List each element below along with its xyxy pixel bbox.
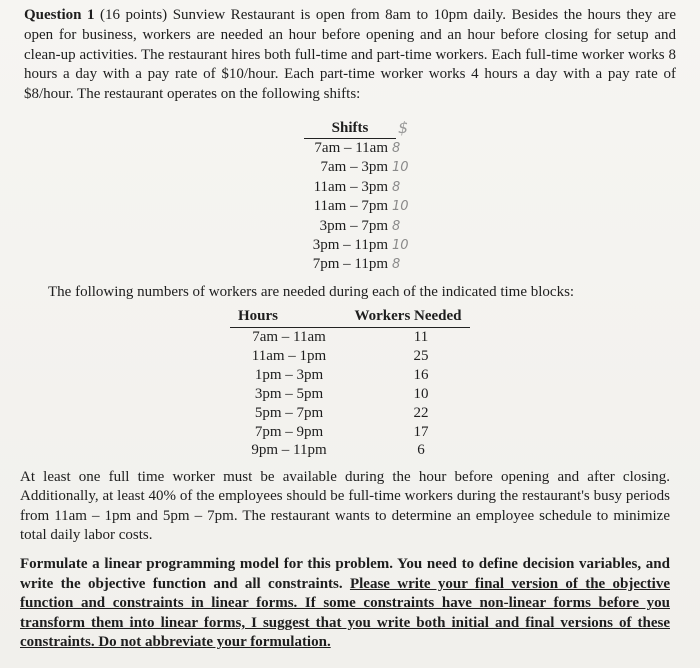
shift-time: 3pm – 7pm (319, 217, 388, 234)
hours-cell: 5pm – 7pm (254, 404, 324, 421)
requirements-intro: The following numbers of workers are needed during each of the indicated time blocks: (48, 284, 575, 300)
handwritten-cost-note: 8 (392, 141, 401, 156)
shift-row (294, 217, 412, 236)
table-row (230, 441, 470, 460)
table-row (230, 423, 470, 442)
shift-row (294, 236, 412, 255)
table-row (230, 404, 470, 423)
workers-cell: 25 (413, 347, 429, 364)
task-underlined-text: Please write your final version of the objective function and constraints in linear forms. If some constraints have non-linear forms before you transform them into linear forms, I suggest that you write both initial and final versions of these constraints. Do not abbreviate your formulation. (20, 575, 670, 651)
question-text: Sunview Restaurant is open from 8am to 10pm daily. Besides the hours they are open for business, workers are needed an hour before opening and an hour before closing for setup and clean-up activities. The restaurant hires both full-time and part-time workers. Each full-time worker works 8 hours a day with a pay rate of $10/hour. Each part-time worker works 4 hours a day with a pay rate of $8/hour. The restaurant operates on the following shifts: (24, 7, 677, 103)
shift-time: 7am – 11am (314, 140, 388, 156)
hours-cell: 9pm – 11pm (251, 442, 327, 459)
shift-time: 7pm – 11pm (312, 256, 388, 273)
handwritten-cost-note: 10 (392, 199, 409, 215)
hours-cell: 1pm – 3pm (254, 366, 324, 383)
hours-cell: 11am – 1pm (251, 347, 327, 364)
workers-cell: 11 (413, 329, 429, 345)
handwritten-cost-note: 8 (392, 218, 401, 234)
handwritten-cost-note: 8 (392, 179, 401, 195)
hours-cell: 3pm – 5pm (254, 385, 324, 402)
shifts-header: Shifts (304, 118, 396, 139)
handwritten-cost-note: 10 (392, 160, 409, 176)
workers-cell: 22 (413, 404, 429, 421)
table-row (230, 328, 470, 347)
task-instructions (20, 555, 670, 653)
shift-time: 11am – 3pm (313, 178, 388, 195)
question-points: (16 points) (100, 7, 168, 23)
constraints-note: At least one full time worker must be available during the hour before opening and after closing. Additionally, at least 40% of the employees should be full-time workers during the restaurant's busy periods from 11am – 1pm and 5pm – 7pm. The restaurant wants to determine an employee schedule to minimize total daily labor costs. (20, 469, 670, 544)
table-header (230, 306, 470, 328)
hours-cell: 7pm – 9pm (254, 423, 324, 440)
shift-row (294, 139, 412, 158)
shift-time: 3pm – 11pm (312, 236, 388, 253)
shift-row (294, 158, 412, 177)
workers-cell: 17 (413, 423, 429, 440)
workers-cell: 6 (417, 442, 425, 459)
handwritten-cost-note: 8 (392, 257, 401, 273)
question-label: Question 1 (24, 7, 95, 23)
question-intro (24, 6, 676, 105)
table-row (230, 385, 470, 404)
shift-row (294, 255, 412, 274)
handwritten-dollar-note: $ (398, 118, 409, 137)
shift-time: 7am – 3pm (320, 159, 388, 176)
task-text: Formulate a linear programming model for this problem. You need to define decision variables, and write the objective function and all constraints. (20, 556, 670, 592)
hours-cell: 7am – 11am (252, 329, 326, 345)
workers-cell: 10 (413, 385, 429, 402)
shift-row (294, 197, 412, 216)
workers-column-header: Workers Needed (354, 308, 462, 324)
workers-cell: 16 (413, 366, 429, 383)
handwritten-cost-note: 10 (392, 237, 409, 253)
shifts-table (294, 118, 412, 275)
hours-column-header: Hours (238, 308, 279, 324)
shift-row (294, 178, 412, 197)
shift-time: 11am – 7pm (313, 198, 388, 215)
workers-needed-table (230, 306, 470, 460)
table-row (230, 366, 470, 385)
table-row (230, 347, 470, 366)
